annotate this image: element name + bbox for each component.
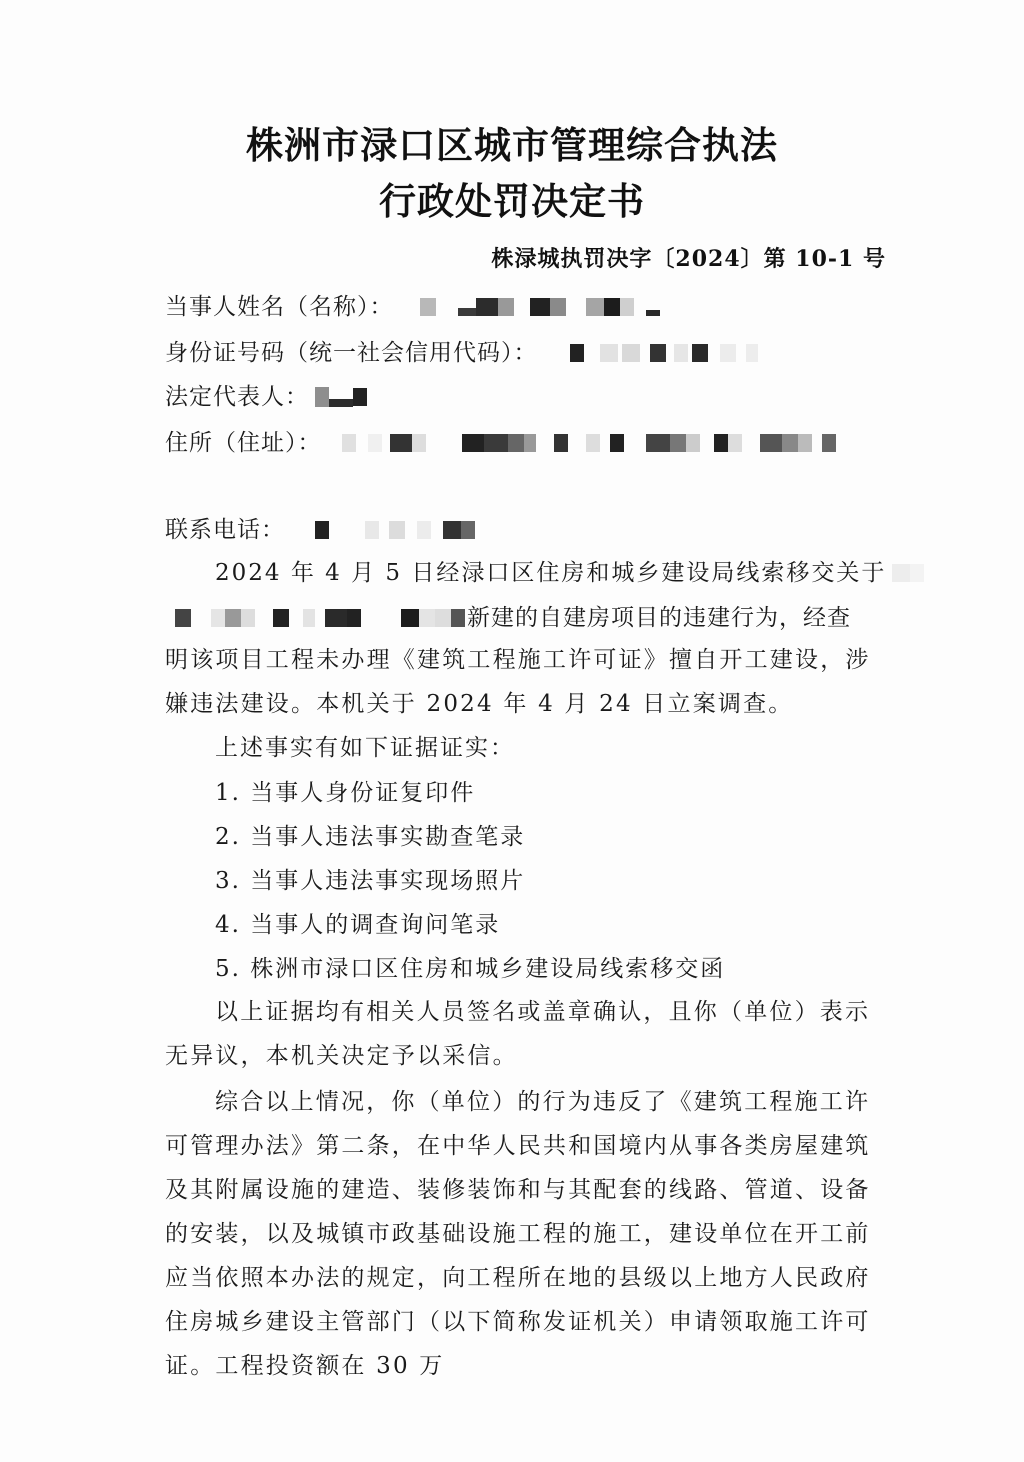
- redacted-legal-rep: [315, 387, 367, 407]
- redacted-phone: [299, 521, 475, 539]
- redacted-id-number: [552, 344, 758, 362]
- confirmation-paragraph: 以上证据均有相关人员签名或盖章确认，且你（单位）表示无异议，本机关决定予以采信。: [165, 999, 871, 1069]
- para1-rest: 明该项目工程未办理《建筑工程施工许可证》擅自开工建设，涉嫌违法建设。本机关于 2024 年 4 月 24 日立案调查。: [165, 647, 871, 717]
- title-line-2: 行政处罚决定书: [379, 180, 645, 223]
- evidence-intro: 上述事实有如下证据证实：: [215, 735, 515, 761]
- party-name-field: [165, 292, 660, 322]
- address-label: 住所（住址）：: [165, 430, 322, 456]
- document-number: 株渌城执罚决字〔2024〕第 10-1 号: [491, 246, 886, 272]
- title-line-1: 株洲市渌口区城市管理综合执法: [246, 124, 778, 167]
- address-field: [165, 428, 836, 458]
- summary-paragraph: 综合以上情况，你（单位）的行为违反了《建筑工程施工许可管理办法》第二条，在中华人民共和国境内从事各类房屋建筑及其附属设施的建造、装修装饰和与其配套的线路、管道、设备的安装，以及城镇市政基础设施工程的施工，建设单位在开工前应当依照本办法的规定，向工程所在地的县级以上地方人民政府住房城乡建设主管部门（以下简称发证机关）申请领取施工许可证。工程投资额在 30 万: [165, 1089, 871, 1379]
- phone-label: 联系电话：: [165, 517, 285, 543]
- para1-line1: [215, 558, 924, 588]
- legal-rep-label: 法定代表人：: [165, 384, 309, 410]
- redacted-address: [336, 434, 836, 452]
- evidence-item: 1. 当事人身份证复印件: [215, 780, 476, 806]
- party-name-label: 当事人姓名（名称）：: [165, 294, 394, 320]
- redacted-location-2: [175, 609, 465, 627]
- legal-rep-field: [165, 382, 367, 412]
- phone-field: [165, 515, 475, 545]
- id-number-field: [165, 338, 758, 368]
- evidence-item: 5. 株洲市渌口区住房和城乡建设局线索移交函: [215, 956, 726, 982]
- redacted-party-name: [408, 298, 660, 316]
- evidence-item: 2. 当事人违法事实勘查笔录: [215, 824, 526, 850]
- para1-line2: [165, 603, 851, 633]
- document-title: [0, 118, 1024, 230]
- para1-line1-text: 2024 年 4 月 5 日经渌口区住房和城乡建设局线索移交关于: [215, 560, 887, 586]
- evidence-item: 4. 当事人的调查询问笔录: [215, 912, 501, 938]
- para1-line2-text: 新建的自建房项目的违建行为，经查: [467, 605, 851, 631]
- id-number-label: 身份证号码（统一社会信用代码）：: [165, 340, 538, 366]
- evidence-item: 3. 当事人违法事实现场照片: [215, 868, 526, 894]
- redacted-location-1: [892, 564, 924, 582]
